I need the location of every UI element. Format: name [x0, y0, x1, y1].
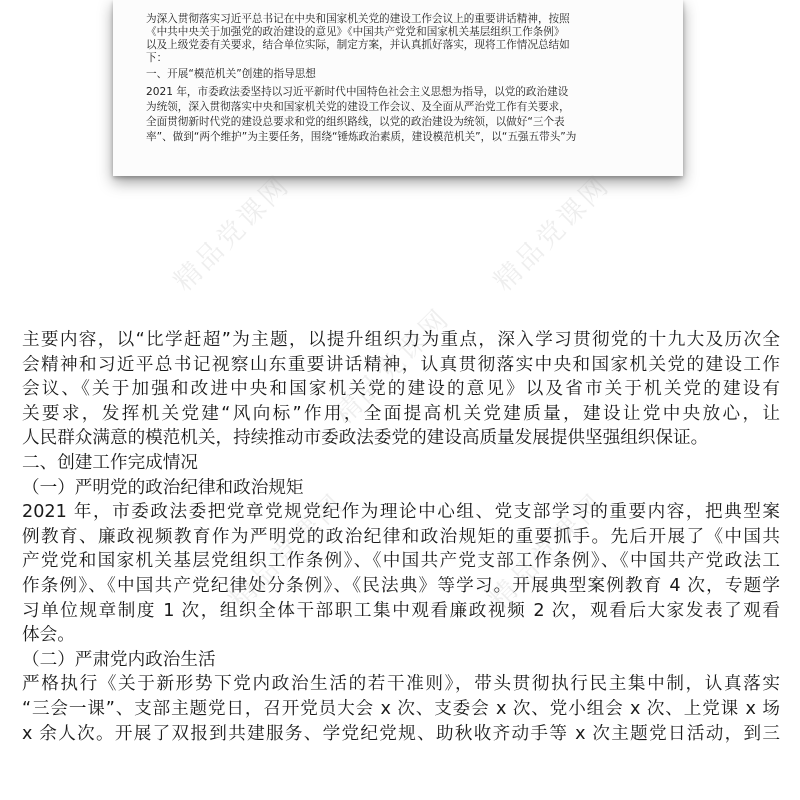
preview-line: 为统领，深入贯彻落实中央和国家机关党的建设工作会议、及全面从严治党工作有关要求，: [146, 101, 570, 113]
body-line: 主要内容，以“比学赶超”为主题，以提升组织力为重点，深入学习贯彻党的十九大及历次全: [22, 330, 780, 350]
preview-line: 2021 年，市委政法委坚持以习近平新时代中国特色社会主义思想为指导，以党的政治建设: [146, 86, 569, 98]
body-line: 作条例》、《中国共产党纪律处分条例》、《民法典》等学习。开展典型案例教育 4 次，专题学: [22, 575, 780, 596]
watermark: 精品党课网: [328, 302, 457, 431]
body-line: 例教育、廉政视频教育作为严明党的政治纪律和政治规矩的重要抓手。先后开展了《中国共: [22, 526, 780, 547]
watermark: 精品党课网: [168, 169, 297, 298]
watermark: 精品党课网: [223, 487, 352, 616]
subsection-heading: （一）严明党的政治纪律和政治规矩: [22, 477, 304, 498]
preview-line: 以及上级党委有关要求，结合单位实际，制定方案，并认真抓好落实，现将工作情况总结如: [146, 39, 570, 51]
section-heading: 二、创建工作完成情况: [22, 452, 198, 473]
watermark: 精品党课网: [488, 169, 617, 298]
preview-line: 《中共中央关于加强党的政治建设的意见》《中国共产党党和国家机关基层组织工作条例》: [146, 26, 565, 38]
document-preview-page: [113, 0, 683, 176]
preview-line: 率”、做到“两个维护”为主要任务，围绕“锤炼政治素质，建设模范机关”，以“五强五带头”为: [146, 131, 577, 143]
body-line: 会精神和习近平总书记视察山东重要讲话精神，认真贯彻落实中央和国家机关党的建设工作: [22, 354, 780, 375]
subsection-heading: （二）严肃党内政治生活: [22, 649, 216, 670]
body-line: 关要求，发挥机关党建“风向标”作用，全面提高机关党建质量，建设让党中央放心，让: [22, 403, 780, 424]
body-line: 严格执行《关于新形势下党内政治生活的若干准则》，带头贯彻执行民主集中制，认真落实: [22, 674, 780, 695]
preview-line: 为深入贯彻落实习近平总书记在中央和国家机关党的建设工作会议上的重要讲话精神，按照: [146, 13, 570, 25]
preview-line: 下：: [146, 52, 168, 64]
body-line: 2021 年，市委政法委把党章党规党纪作为理论中心组、党支部学习的重要内容，把典型案: [22, 502, 780, 523]
body-line: 会议、《关于加强和改进中央和国家机关党的建设的意见》以及省市关于机关党的建设有: [22, 379, 780, 400]
body-line: 产党党和国家机关基层党组织工作条例》、《中国共产党支部工作条例》、《中国共产党政法工: [22, 551, 780, 572]
body-line: “三会一课”、支部主题党日，召开党员大会 x 次、支委会 x 次、党小组会 x 次、上党课 x 场: [22, 698, 780, 719]
body-line: 体会。: [22, 625, 75, 646]
body-line: x 余人次。开展了双报到共建服务、学党纪党规、助秋收齐动手等 x 次主题党日活动，到三: [22, 723, 780, 744]
body-line: 习单位规章制度 1 次，组织全体干部职工集中观看廉政视频 2 次，观看后大家发表了观看: [22, 600, 780, 621]
preview-line: 一、开展“模范机关”创建的指导思想: [146, 68, 316, 80]
document-body: [22, 328, 780, 746]
body-line: 人民群众满意的模范机关，持续推动市委政法委党的建设高质量发展提供坚强组织保证。: [22, 428, 709, 449]
watermark: 精品党课网: [483, 487, 612, 616]
preview-line: 全面贯彻新时代党的建设总要求和党的组织路线，以党的政治建设为统领，以做好“三个表: [146, 116, 565, 128]
